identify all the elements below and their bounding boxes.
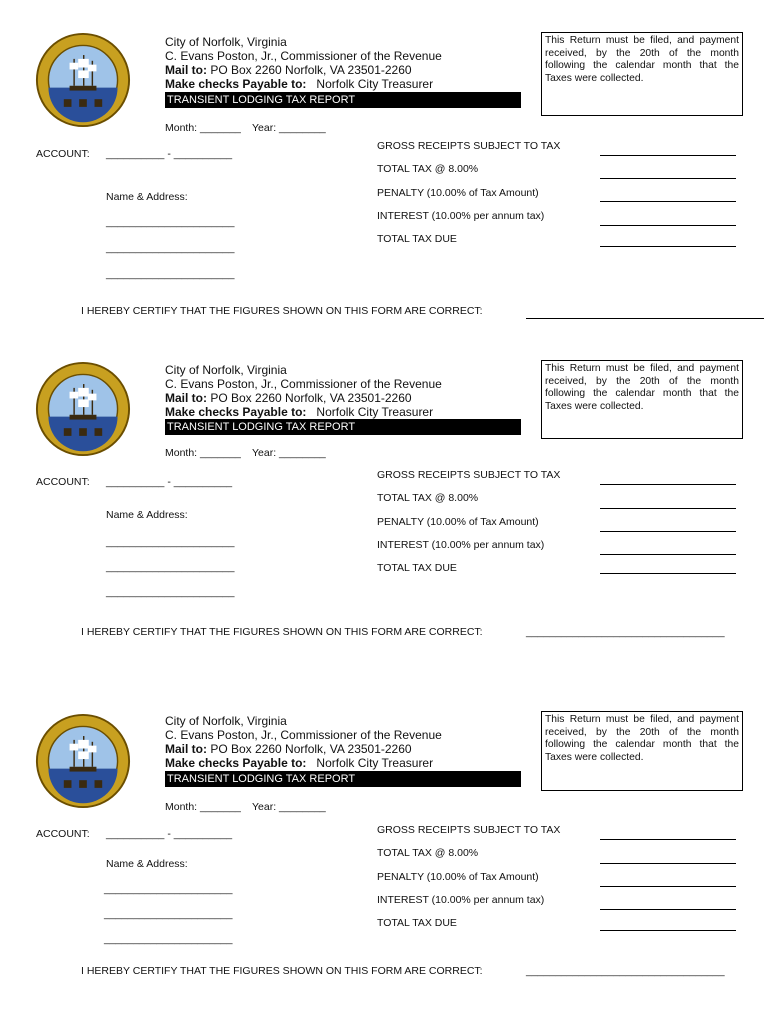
mail-to-label: Mail to: [165,742,207,756]
name-address-label: Name & Address: [106,509,188,521]
payable-label: Make checks Payable to: [165,77,307,91]
interest-field[interactable] [600,554,736,555]
city-seal-icon [35,32,131,128]
certify-statement: I HEREBY CERTIFY THAT THE FIGURES SHOWN ON THIS FORM ARE CORRECT: [81,305,483,317]
total-due-field[interactable] [600,246,736,247]
payable-value: Norfolk City Treasurer [306,756,434,770]
total-due-field[interactable] [600,573,736,574]
total-due-label: TOTAL TAX DUE [377,917,457,929]
address-line-1[interactable]: ______________________ [106,536,235,548]
tax-form-1 [0,0,770,330]
gross-receipts-label: GROSS RECEIPTS SUBJECT TO TAX [377,140,561,152]
certify-signature-field[interactable]: __________________________________ [526,626,725,638]
address-line-2[interactable]: ______________________ [106,242,235,254]
address-line-2[interactable]: ______________________ [106,561,235,573]
address-line-1[interactable]: ______________________ [104,883,233,895]
mail-to-line [165,742,412,756]
gross-receipts-label: GROSS RECEIPTS SUBJECT TO TAX [377,824,561,836]
mail-to-line [165,63,412,77]
name-address-label: Name & Address: [106,191,188,203]
month-field[interactable]: Month: _______ [165,801,241,813]
gross-receipts-label: GROSS RECEIPTS SUBJECT TO TAX [377,469,561,481]
year-field[interactable]: Year: ________ [252,801,326,813]
account-label: ACCOUNT: [36,476,90,488]
interest-field[interactable] [600,909,736,910]
gross-receipts-field[interactable] [600,155,736,156]
name-address-label: Name & Address: [106,858,188,870]
total-tax-field[interactable] [600,178,736,179]
payable-line [165,77,433,91]
account-field[interactable]: __________ - __________ [106,828,233,840]
tax-form-3 [0,682,770,1012]
month-field[interactable]: Month: _______ [165,447,241,459]
mail-to-label: Mail to: [165,391,207,405]
city-name: City of Norfolk, Virginia [165,714,287,728]
interest-label: INTEREST (10.00% per annum tax) [377,894,545,906]
gross-receipts-field[interactable] [600,484,736,485]
commissioner-line: C. Evans Poston, Jr., Commissioner of the Revenue [165,377,442,391]
total-due-label: TOTAL TAX DUE [377,233,457,245]
filing-notice: This Return must be filed, and payment received, by the 20th of the month following the calendar month that the Taxes were collected. [541,360,743,439]
account-label: ACCOUNT: [36,148,90,160]
mail-to-address: PO Box 2260 Norfolk, VA 23501-2260 [207,391,412,405]
address-line-1[interactable]: ______________________ [106,216,235,228]
interest-label: INTEREST (10.00% per annum tax) [377,210,545,222]
penalty-field[interactable] [600,201,736,202]
mail-to-label: Mail to: [165,63,207,77]
penalty-field[interactable] [600,531,736,532]
total-tax-field[interactable] [600,863,736,864]
interest-label: INTEREST (10.00% per annum tax) [377,539,545,551]
interest-field[interactable] [600,225,736,226]
payable-label: Make checks Payable to: [165,756,307,770]
certify-statement: I HEREBY CERTIFY THAT THE FIGURES SHOWN ON THIS FORM ARE CORRECT: [81,965,483,977]
filing-notice: This Return must be filed, and payment received, by the 20th of the month following the calendar month that the Taxes were collected. [541,711,743,791]
certify-signature-field[interactable]: __________________________________ [526,965,725,977]
city-seal-icon [35,713,131,809]
city-name: City of Norfolk, Virginia [165,35,287,49]
tax-form-2 [0,328,770,658]
total-tax-label: TOTAL TAX @ 8.00% [377,163,479,175]
city-seal-icon [35,361,131,457]
account-field[interactable]: __________ - __________ [106,148,233,160]
filing-notice: This Return must be filed, and payment received, by the 20th of the month following the calendar month that the Taxes were collected. [541,32,743,116]
report-title-bar: TRANSIENT LODGING TAX REPORT [165,92,521,108]
mail-to-address: PO Box 2260 Norfolk, VA 23501-2260 [207,742,412,756]
gross-receipts-field[interactable] [600,839,736,840]
penalty-field[interactable] [600,886,736,887]
report-title-bar: TRANSIENT LODGING TAX REPORT [165,771,521,787]
year-field[interactable]: Year: ________ [252,122,326,134]
penalty-label: PENALTY (10.00% of Tax Amount) [377,516,539,528]
payable-value: Norfolk City Treasurer [306,405,434,419]
payable-line [165,405,433,419]
report-title-bar: TRANSIENT LODGING TAX REPORT [165,419,521,435]
penalty-label: PENALTY (10.00% of Tax Amount) [377,187,539,199]
total-tax-label: TOTAL TAX @ 8.00% [377,847,479,859]
account-label: ACCOUNT: [36,828,90,840]
month-field[interactable]: Month: _______ [165,122,241,134]
penalty-label: PENALTY (10.00% of Tax Amount) [377,871,539,883]
total-due-label: TOTAL TAX DUE [377,562,457,574]
year-field[interactable]: Year: ________ [252,447,326,459]
certify-statement: I HEREBY CERTIFY THAT THE FIGURES SHOWN ON THIS FORM ARE CORRECT: [81,626,483,638]
payable-line [165,756,433,770]
total-tax-field[interactable] [600,508,736,509]
mail-to-address: PO Box 2260 Norfolk, VA 23501-2260 [207,63,412,77]
certify-signature-field[interactable] [526,318,764,319]
address-line-3[interactable]: ______________________ [106,586,235,598]
payable-label: Make checks Payable to: [165,405,307,419]
total-tax-label: TOTAL TAX @ 8.00% [377,492,479,504]
address-line-3[interactable]: ______________________ [106,268,235,280]
commissioner-line: C. Evans Poston, Jr., Commissioner of the Revenue [165,49,442,63]
address-line-3[interactable]: ______________________ [104,933,233,945]
address-line-2[interactable]: ______________________ [104,908,233,920]
mail-to-line [165,391,412,405]
city-name: City of Norfolk, Virginia [165,363,287,377]
payable-value: Norfolk City Treasurer [306,77,434,91]
account-field[interactable]: __________ - __________ [106,476,233,488]
commissioner-line: C. Evans Poston, Jr., Commissioner of the Revenue [165,728,442,742]
total-due-field[interactable] [600,930,736,931]
